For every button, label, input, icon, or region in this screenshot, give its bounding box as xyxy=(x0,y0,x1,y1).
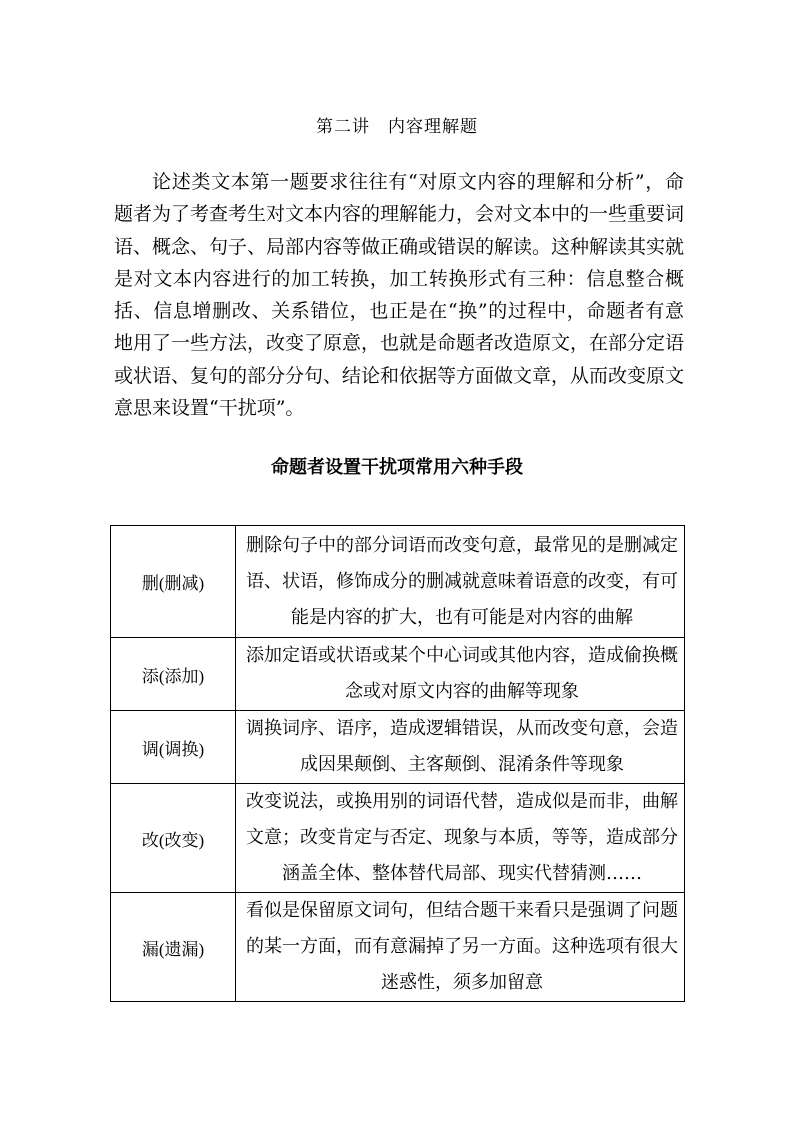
method-name-cell: 调(调换) xyxy=(111,711,236,784)
intro-paragraph: 论述类文本第一题要求往往有“对原文内容的理解和分析”，命题者为了考查考生对文本内容的理解能力，会对文本中的一些重要词语、概念、句子、局部内容等做正确或错误的解读。这种解读其实就是对文本内容进行的加工转换，加工转换形式有三种：信息整合概括、信息增删改、关系错位，也正是在“换”的过程中，命题者有意地用了一些方法，改变了原意，也就是命题者改造原文，在部分定语或状语、复句的部分分句、结论和依据等方面做文章，从而改变原文意思来设置“干扰项”。 xyxy=(114,171,685,420)
method-name-cell: 添(添加) xyxy=(111,638,236,711)
method-name-cell: 漏(遗漏) xyxy=(111,893,236,1002)
method-desc-cell: 看似是保留原文词句，但结合题干来看只是强调了问题的某一方面，而有意漏掉了另一方面。这种选项有很大迷惑性，须多加留意 xyxy=(236,893,685,1002)
table-row xyxy=(111,784,685,893)
table-row xyxy=(111,893,685,1002)
method-name-cell: 改(改变) xyxy=(111,784,236,893)
methods-table xyxy=(110,525,685,1002)
method-desc-cell: 调换词序、语序，造成逻辑错误，从而改变句意，会造成因果颠倒、主客颠倒、混淆条件等现象 xyxy=(236,711,685,784)
page-title: 第二讲 内容理解题 xyxy=(316,117,478,137)
table-row xyxy=(111,526,685,638)
table-row xyxy=(111,711,685,784)
method-desc-cell: 改变说法，或换用别的词语代替，造成似是而非，曲解文意；改变肯定与否定、现象与本质，等等，造成部分涵盖全体、整体替代局部、现实代替猜测…… xyxy=(236,784,685,893)
method-name-cell: 删(删减) xyxy=(111,526,236,638)
method-desc-cell: 删除句子中的部分词语而改变句意，最常见的是删减定语、状语，修饰成分的删减就意味着语意的改变，有可能是内容的扩大，也有可能是对内容的曲解 xyxy=(236,526,685,638)
section-heading: 命题者设置干扰项常用六种手段 xyxy=(271,457,523,478)
method-desc-cell: 添加定语或状语或某个中心词或其他内容，造成偷换概念或对原文内容的曲解等现象 xyxy=(236,638,685,711)
table-row xyxy=(111,638,685,711)
